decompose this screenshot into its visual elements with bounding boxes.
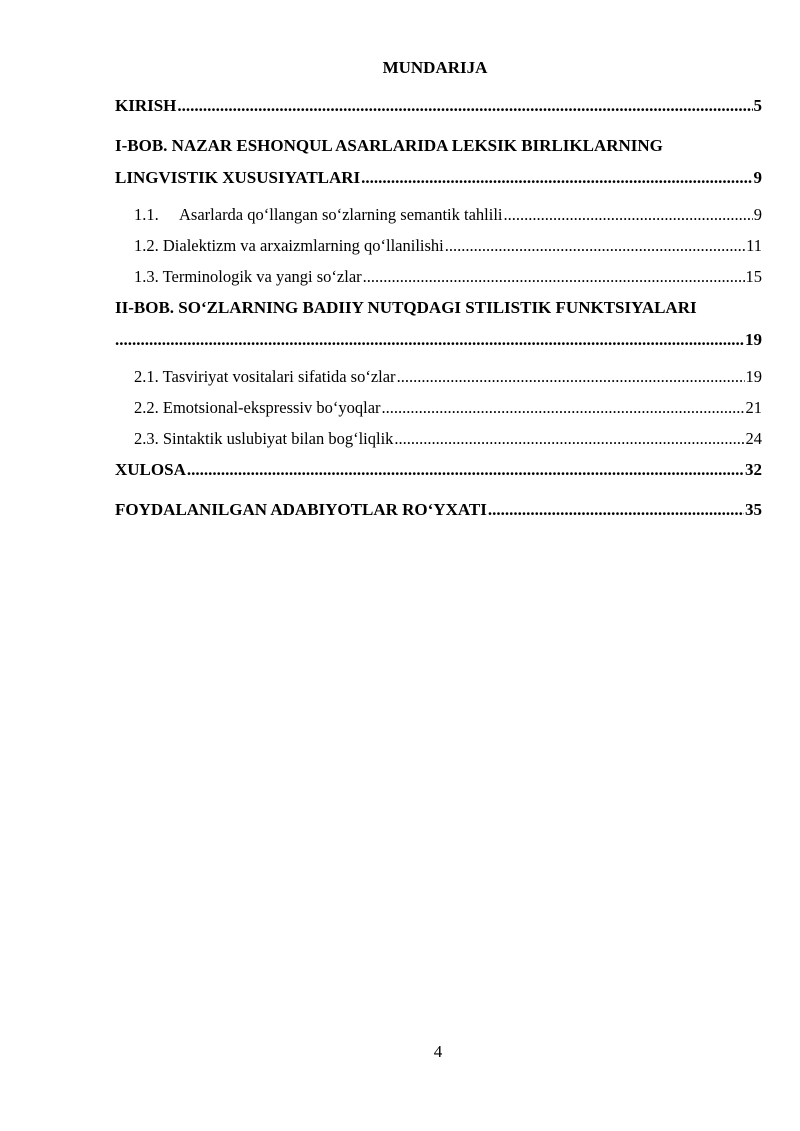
dot-leader: [361, 162, 752, 194]
section-number: 1.3.: [134, 267, 159, 286]
toc-entry-1-1: [115, 199, 762, 230]
dot-leader: [177, 90, 752, 122]
toc-entry-adabiyotlar: [115, 494, 762, 526]
toc-entry-page: 32: [745, 460, 762, 479]
section-title: Tasviriyat vositalari sifatida so‘zlar: [162, 367, 396, 386]
toc-entry-title: KIRISH: [115, 96, 177, 115]
section-title: Terminologik va yangi so‘zlar: [162, 267, 362, 286]
toc-entry-page: 15: [745, 267, 762, 286]
toc-entry-chapter-2: [115, 324, 762, 356]
toc-entry-page: 19: [745, 330, 762, 349]
toc-entry-page: 5: [753, 96, 762, 115]
page-number: 4: [433, 1042, 443, 1061]
dot-leader: [115, 324, 744, 356]
section-title: Emotsional-ekspressiv bo‘yoqlar: [162, 398, 381, 417]
toc-entry-page: 24: [745, 429, 762, 448]
toc-entry-2-1: [115, 361, 762, 392]
dot-leader: [394, 423, 744, 454]
toc-chapter-1-heading: I-BOB. NAZAR ESHONQUL ASARLARIDA LEKSIK BIRLIKLARNING: [115, 136, 663, 155]
dot-leader: [382, 392, 745, 423]
toc-entry-page: 9: [753, 168, 762, 187]
dot-leader: [187, 454, 744, 486]
section-number: 2.1.: [134, 367, 159, 386]
toc-entry-2-2: [115, 392, 762, 423]
section-title: Sintaktik uslubiyat bilan bog‘liqlik: [162, 429, 394, 448]
section-number: 2.3.: [134, 429, 159, 448]
toc-entry-page: 9: [753, 205, 762, 224]
table-of-contents: [115, 90, 762, 526]
toc-entry-2-3: [115, 423, 762, 454]
toc-entry-title: XULOSA: [115, 460, 186, 479]
section-title: Asarlarda qo‘llangan so‘zlarning semantik tahlili: [179, 205, 503, 224]
section-number: 2.2.: [134, 398, 159, 417]
section-number: 1.1.: [134, 205, 159, 224]
toc-entry-1-2: [115, 230, 762, 261]
section-title: Dialektizm va arxaizmlarning qo‘llanilishi: [162, 236, 444, 255]
dot-leader: [397, 361, 745, 392]
section-number: 1.2.: [134, 236, 159, 255]
dot-leader: [445, 230, 745, 261]
dot-leader: [503, 199, 752, 230]
toc-entry-xulosa: [115, 454, 762, 486]
toc-entry-kirish: [115, 90, 762, 122]
page-title: MUNDARIJA: [382, 58, 488, 77]
toc-chapter-2-heading: II-BOB. SO‘ZLARNING BADIIY NUTQDAGI STILISTIK FUNKTSIYALARI: [115, 298, 697, 317]
dot-leader: [363, 261, 745, 292]
toc-entry-page: 11: [746, 236, 762, 255]
toc-entry-page: 19: [745, 367, 762, 386]
toc-entry-page: 21: [745, 398, 762, 417]
toc-entry-page: 35: [745, 500, 762, 519]
toc-entry-1-3: [115, 261, 762, 292]
dot-leader: [488, 494, 744, 526]
toc-entry-chapter-1: [115, 162, 762, 194]
toc-entry-title: FOYDALANILGAN ADABIYOTLAR RO‘YXATI: [115, 500, 487, 519]
toc-entry-title: LINGVISTIK XUSUSIYATLARI: [115, 168, 361, 187]
